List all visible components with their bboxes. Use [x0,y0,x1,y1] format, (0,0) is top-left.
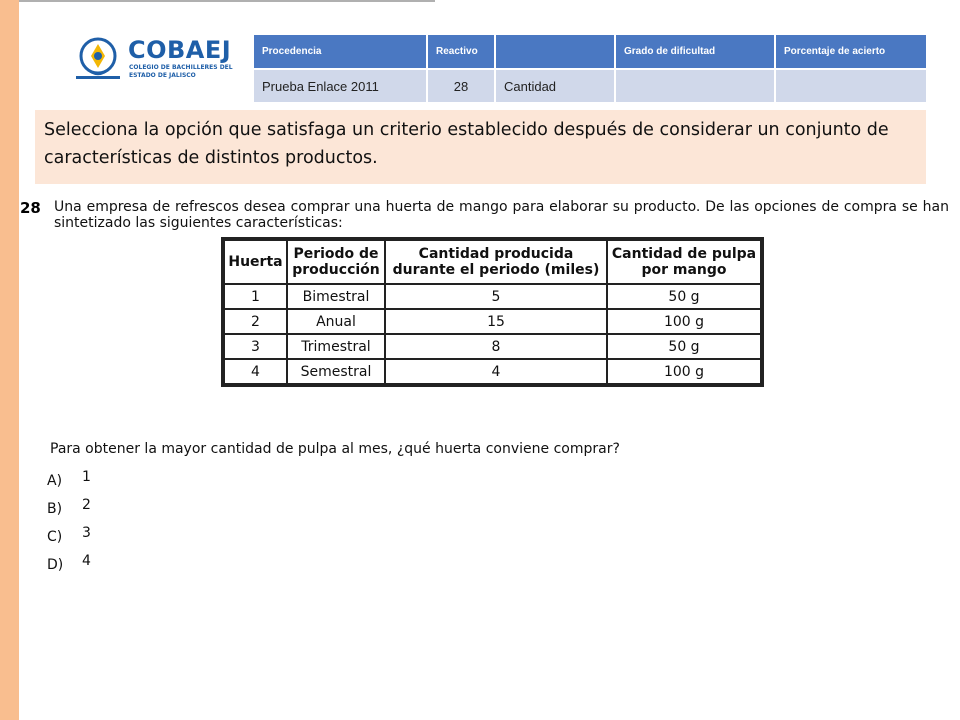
orchard-header-row [224,240,761,284]
question-number: 28 [20,199,41,217]
table-row [224,359,761,384]
header-huerta: Huerta [224,240,287,284]
cell-pulpa: 50 g [607,284,761,309]
option-value: 1 [82,469,91,485]
cell-huerta: 2 [224,309,287,334]
question-prompt: Para obtener la mayor cantidad de pulpa al mes, ¿qué huerta conviene comprar? [50,441,620,457]
left-accent-bar [0,0,19,720]
table-row [224,284,761,309]
question-text: Una empresa de refrescos desea comprar una huerta de mango para elaborar su producto. De las opciones de compra se han sintetizado las siguientes características: [54,199,949,231]
option-value: 2 [82,497,91,513]
option-letter: C) [47,529,63,545]
option-letter: D) [47,557,64,573]
cell-cantidad: 8 [385,334,607,359]
cell-huerta: 4 [224,359,287,384]
cell-huerta: 1 [224,284,287,309]
header-blank [495,35,615,69]
cell-periodo: Trimestral [287,334,385,359]
table-row [224,334,761,359]
logo-subtitle: COLEGIO DE BACHILLERES DEL ESTADO DE JALISCO [129,64,233,79]
header-procedencia: Procedencia [254,35,427,69]
table-row [224,309,761,334]
header-cantidad-pulpa: Cantidad de pulpa por mango [607,240,761,284]
option-value: 3 [82,525,91,541]
cell-grado-dificultad [615,69,775,102]
metadata-header-row [254,35,927,69]
cell-pulpa: 100 g [607,359,761,384]
option-letter: A) [47,473,63,489]
cell-periodo: Semestral [287,359,385,384]
cell-pulpa: 100 g [607,309,761,334]
header-periodo: Periodo de producción [287,240,385,284]
cell-cantidad: 5 [385,284,607,309]
cell-pulpa: 50 g [607,334,761,359]
header-grado-dificultad: Grado de dificultad [615,35,775,69]
header-reactivo: Reactivo [427,35,495,69]
option-letter: B) [47,501,63,517]
header-cantidad-producida: Cantidad producida durante el periodo (miles) [385,240,607,284]
cell-tema: Cantidad [495,69,615,102]
top-divider [19,0,435,2]
cobaej-emblem-icon [72,34,126,86]
cell-cantidad: 15 [385,309,607,334]
criterion-box: Selecciona la opción que satisfaga un criterio establecido después de considerar un conjunto de características de distintos productos. [35,110,926,184]
metadata-table [254,35,928,102]
cell-reactivo: 28 [427,69,495,102]
cell-porcentaje-acierto [775,69,927,102]
cell-periodo: Bimestral [287,284,385,309]
header-porcentaje-acierto: Porcentaje de acierto [775,35,927,69]
cobaej-logo [72,34,232,86]
cell-huerta: 3 [224,334,287,359]
cell-cantidad: 4 [385,359,607,384]
cell-periodo: Anual [287,309,385,334]
orchard-table [223,239,762,385]
cell-procedencia: Prueba Enlace 2011 [254,69,427,102]
option-value: 4 [82,553,91,569]
metadata-value-row [254,69,927,102]
logo-wordmark: COBAEJ [128,36,232,64]
